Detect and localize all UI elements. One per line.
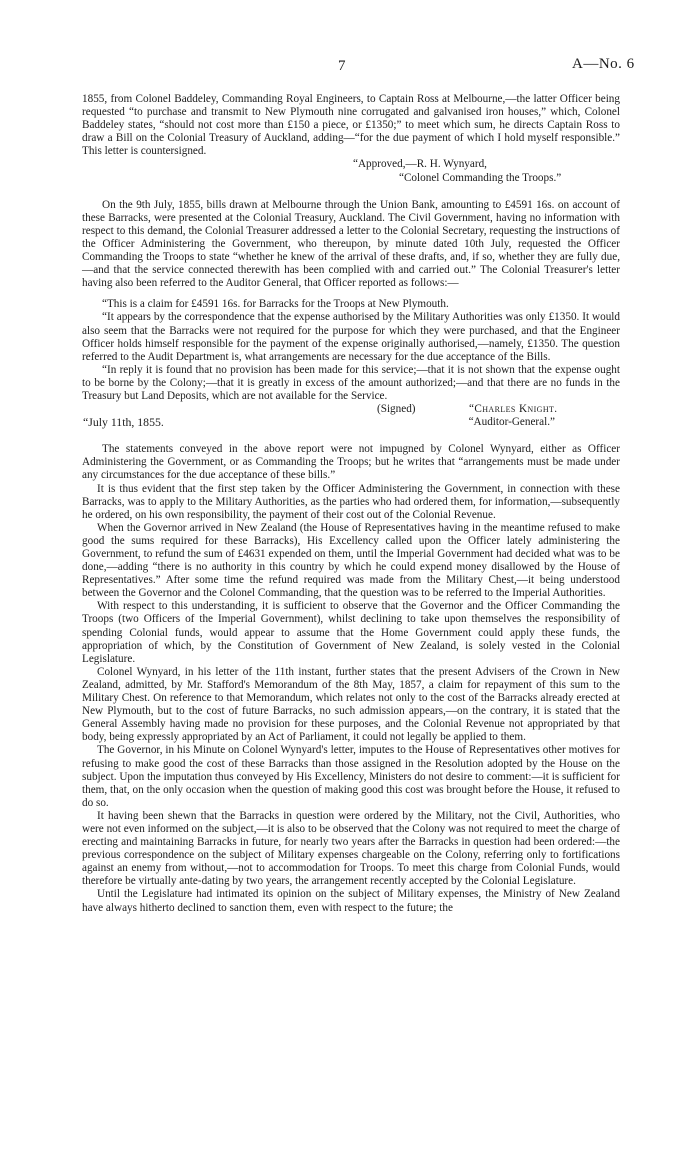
signer-name: “Charles Knight.: [469, 403, 558, 416]
paragraph-continuation: 1855, from Colonel Baddeley, Commanding Royal Engineers, to Captain Ross at Melbourne,—the latter Officer being requested “to purchase and transmit to New Plymouth nine corrugated and galvanised iron houses,” which, Colonel Baddeley states, “should not cost more than £150 a piece, or £1350;” to meet which sum, he directs Captain Ross to draw a Bill on the Colonial Treasury of Auckland, adding—“for the due payment of which I hold myself responsible.” This letter is countersigned.: [82, 93, 620, 158]
paragraph: With respect to this understanding, it is sufficient to observe that the Governor and the Officer Commanding the Troops (two Officers of the Imperial Government), whilst declining to take upon themselves the responsibility of spending Colonial funds, would appear to assume that the Home Government could apply these funds, the appropriation of which, by the Constitution of Government of New Zealand, is solely vested in the Colonial Legislature.: [82, 600, 620, 665]
report-date: “July 11th, 1855.: [83, 415, 164, 430]
paragraph: It is thus evident that the first step taken by the Officer Administering the Government, in connection with these Barracks, was to apply to the Military Authorities, as the parties who had ordered them, for information,—subsequently he ordered, on his own responsibility, the payment of their cost out of the Colonial Revenue.: [82, 482, 620, 521]
document-body: [82, 93, 620, 915]
paragraph: When the Governor arrived in New Zealand (the House of Representatives having in the meantime refused to make good the sums required for these Barracks), His Excellency called upon the Officer lately administering the Government, to refund the sum of £4631 expended on them, until the Imperial Government had decided what was to be done,—adding “there is no authority in this country by which he could expend money disallowed by the House of Representatives.” After some time the refund required was made from the Military Chest,—it being understood between the Governor and the Colonel Commanding, that the question was to be referred to the Imperial Authorities.: [82, 521, 620, 600]
paragraph: Colonel Wynyard, in his letter of the 11th instant, further states that the present Advisers of the Crown in New Zealand, admitted, by Mr. Stafford's Memorandum of the 8th May, 1857, a claim for repayment of this sum to the Military Chest. On reference to that Memorandum, which relates not only to the cost of the Barracks already erected at New Plymouth, but to the cost of future Barracks, no such admission appears,—on the contrary, it is stated that the General Assembly having made no provision for these purposes, and the Colonial Revenue not appropriated by that body, being expressly appropriated by an Act of Parliament, it could not legally be applied to them.: [82, 665, 620, 744]
signed-label: (Signed): [377, 403, 416, 416]
report-claim: “This is a claim for £4591 16s. for Barracks for the Troops at New Plymouth.: [102, 298, 449, 311]
page-number: 7: [338, 58, 346, 74]
report-date-line: [82, 416, 620, 429]
paragraph: It having been shewn that the Barracks in question were ordered by the Military, not the Civil, Authorities, who were not even informed on the subject,—it is also to be observed that the Colony was not required to meet the charge of erecting and maintaining Barracks in future, for nearly two years after the Barracks in question had been ordered:—the previous correspondence on the subject of Military expenses chargeable on the Colony, referring only to fortifications against an enemy from without,—not to accommodation for Troops. To meet this charge from Colonial Funds, would therefore be virtually ante-dating by two years, the arrangement recently accepted by the Colonial Legislature.: [82, 809, 620, 888]
paragraph: Until the Legislature had intimated its opinion on the subject of Military expenses, the Ministry of New Zealand have always hitherto declined to sanction them, even with respect to the future; the: [82, 888, 620, 914]
paragraph: The statements conveyed in the above report were not impugned by Colonel Wynyard, either as Officer Administering the Government, or as Commanding the Troops; but he writes that “arrangements must be made under any circumstances for the due acceptance of these bills.”: [82, 443, 620, 482]
paragraph: The Governor, in his Minute on Colonel Wynyard's letter, imputes to the House of Representatives other motives for refusing to make good the cost of these Barracks than those assigned in the Resolution adopted by the House on the subject. Upon the imputation thus conveyed by His Excellency, Ministers do not desire to comment:—it is sufficient for them, that, on the only occasion when the question of making good this cost was brought before the House, it refused to do so.: [82, 744, 620, 809]
document-reference: A—No. 6: [572, 56, 635, 72]
report-reply: “In reply it is found that no provision has been made for this service;—that it is not shown that the expense ought to be borne by the Colony;—that it is greatly in excess of the amount authorized;—and that there are no funds in the Treasury but Land Deposits, which are not available for the Service.: [82, 363, 620, 402]
report-correspondence: “It appears by the correspondence that the expense authorised by the Military Authorities was only £1350. It would also seem that the Barracks were not required for the purpose for which they were purchased, and that the Engineer Officer holds himself responsible for the payment of the expense originally authorised,—namely, £1350. The question referred to the Audit Department is, what arrangements are necessary for the due acceptance of the Bills.: [82, 311, 620, 363]
paragraph-bills: On the 9th July, 1855, bills drawn at Melbourne through the Union Bank, amounting to £4591 16s. on account of these Barracks, were presented at the Colonial Treasury, Auckland. The Civil Government, having no information with respect to this demand, the Colonial Treasurer addressed a letter to the Colonial Secretary, requesting the instructions of the Officer Administering the Government, who thereupon, by minute dated 10th July, requested the Officer Commanding the Troops to state “whether he knew of the arrival of these drafts, and, if so, whether they are fully due,—and that the service connected therewith has been complied with and carried out.” The Colonial Treasurer's letter having also been referred to the Auditor General, that Officer reported as follows:—: [82, 198, 620, 290]
signer-title: “Auditor-General.”: [468, 416, 555, 429]
approval-line: “Approved,—R. H. Wynyard,: [353, 158, 487, 171]
approval-title: “Colonel Commanding the Troops.”: [399, 171, 562, 184]
